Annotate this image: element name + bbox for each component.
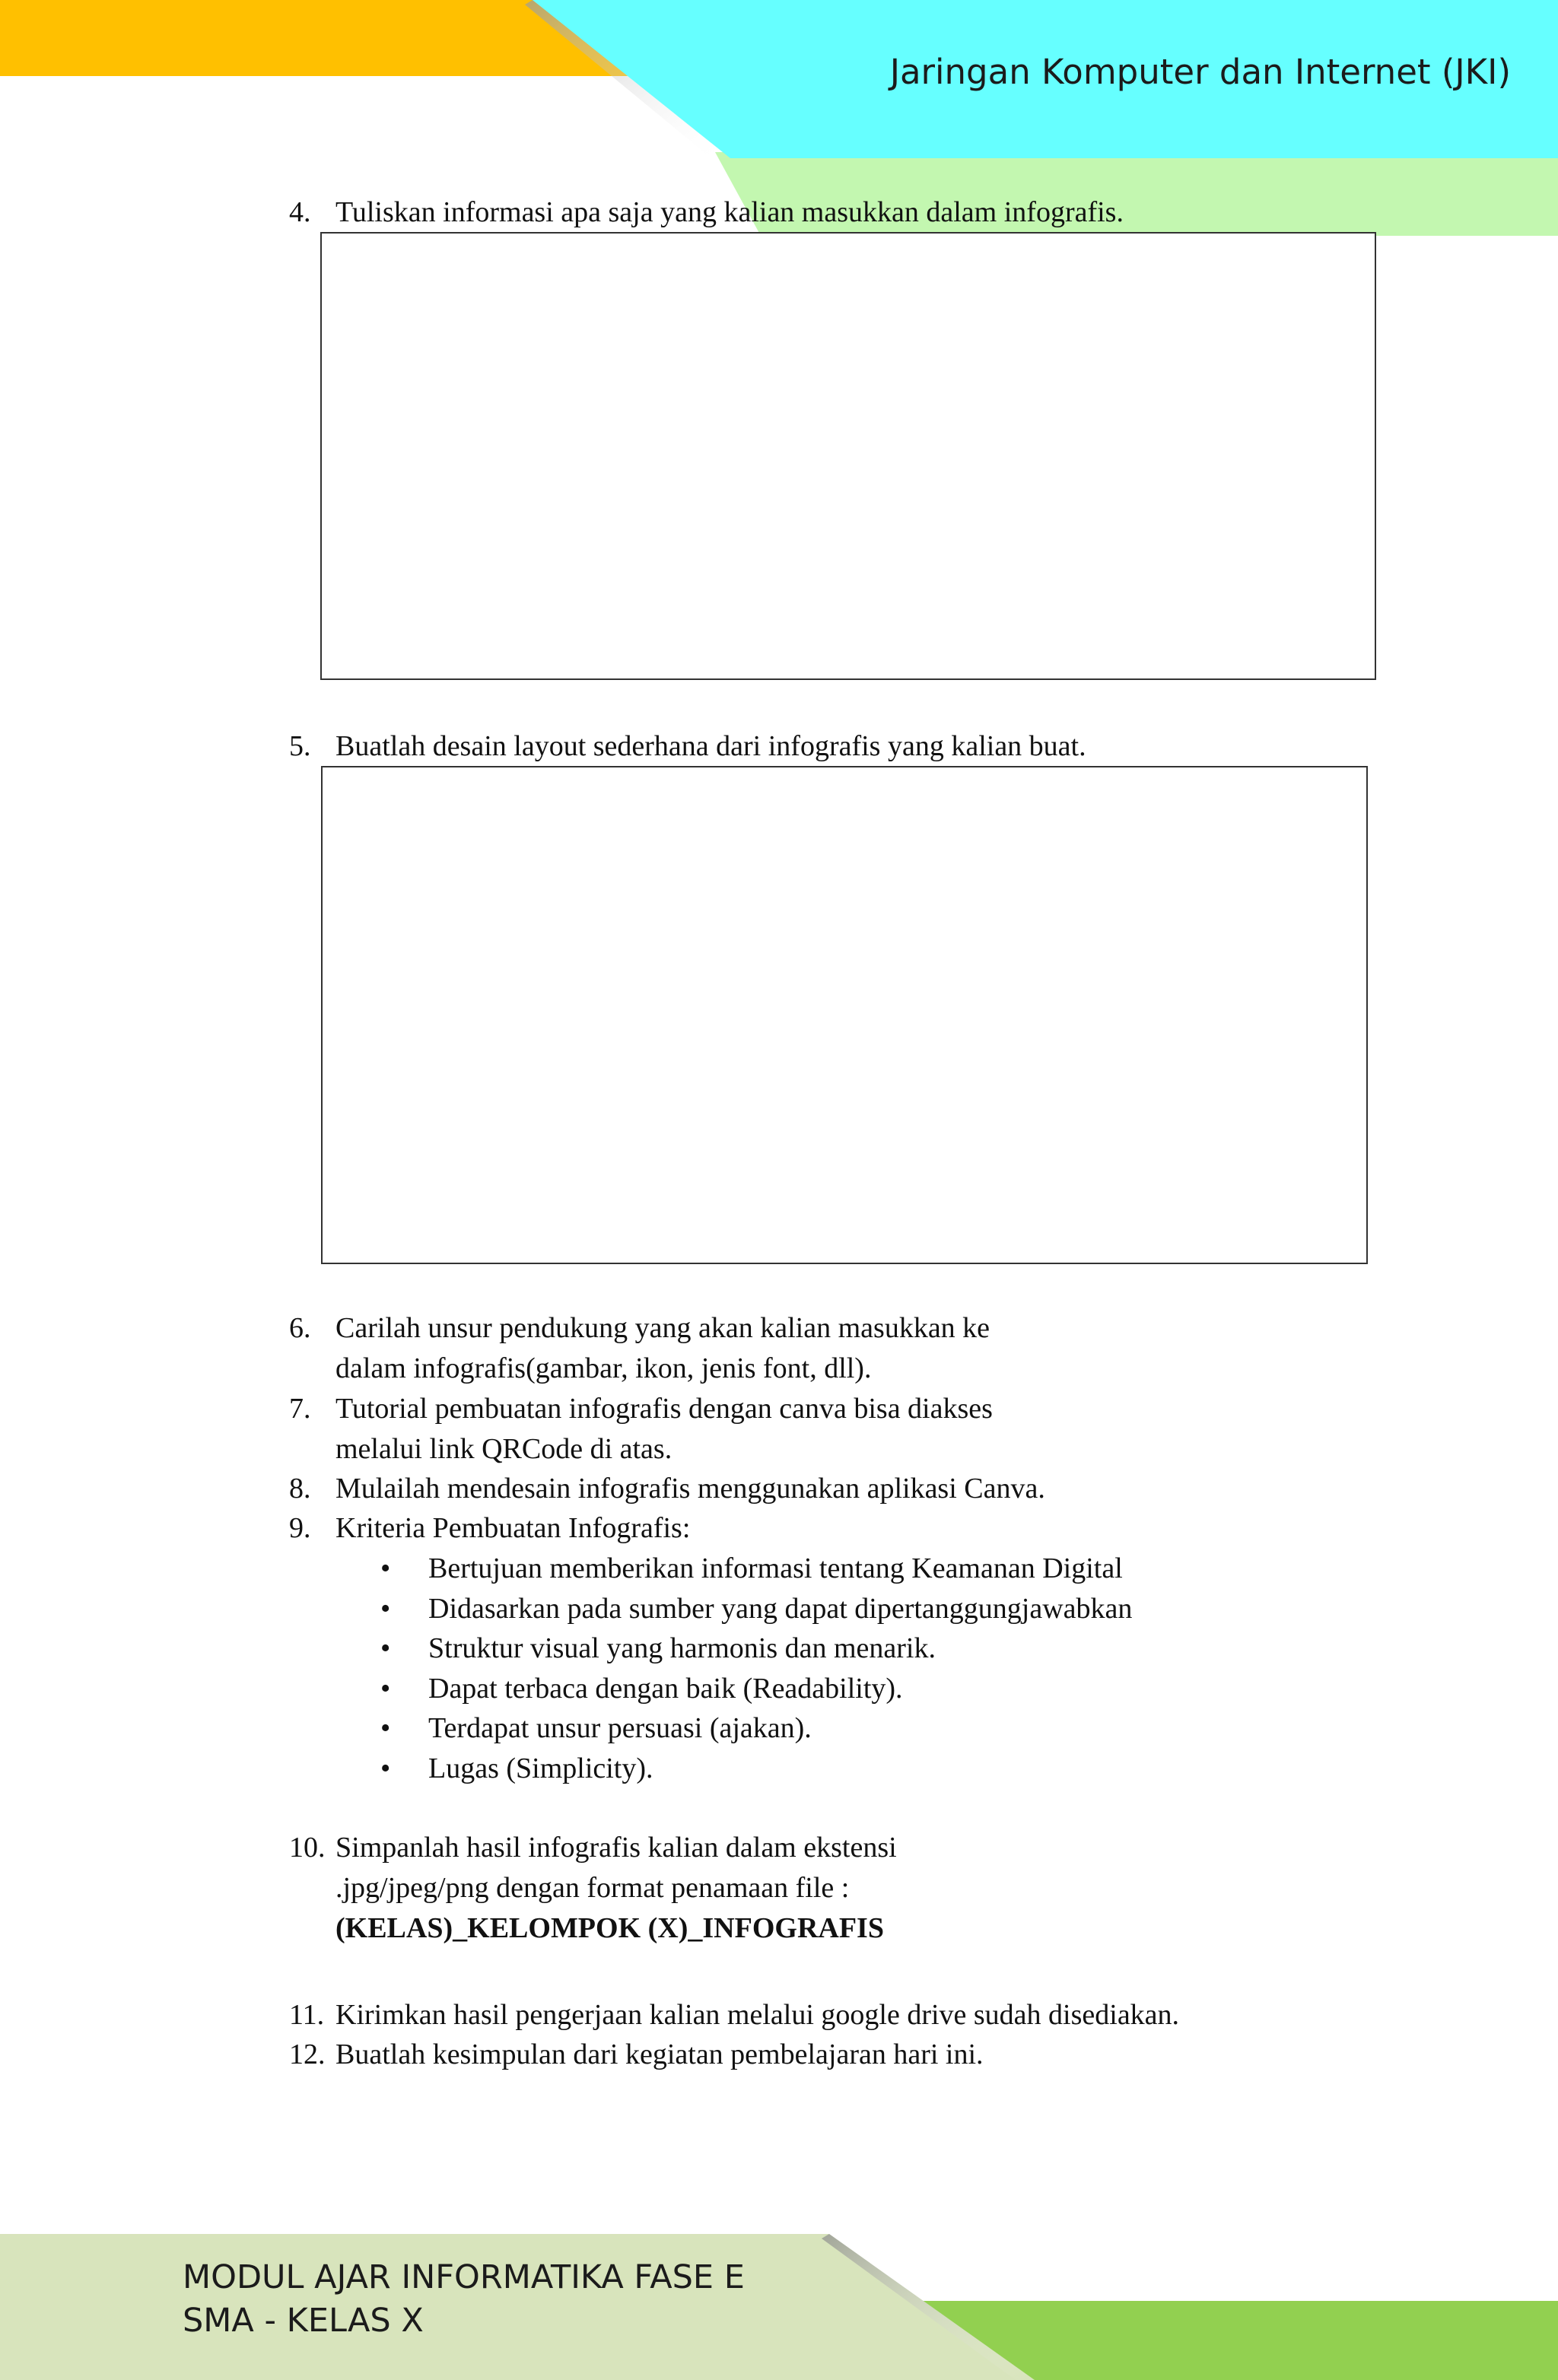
- item-11-text: Kirimkan hasil pengerjaan kalian melalui google drive sudah disediakan.: [335, 1999, 1180, 2031]
- item-8-text: Mulailah mendesain infografis menggunakan aplikasi Canva.: [335, 1473, 1045, 1505]
- layout-sketch-box-5[interactable]: [321, 766, 1368, 1264]
- bullet-icon: •: [380, 1712, 391, 1745]
- item-9-number: 9.: [289, 1512, 311, 1544]
- item-12-number: 12.: [289, 2038, 326, 2070]
- footer-title: [183, 2256, 745, 2343]
- filename-format: (KELAS)_KELOMPOK (X)_INFOGRAFIS: [335, 1912, 884, 1944]
- item-8-number: 8.: [289, 1473, 311, 1505]
- item-6-line-2: dalam infografis(gambar, ikon, jenis font, dll).: [335, 1352, 872, 1384]
- item-11-number: 11.: [289, 1999, 325, 2031]
- item-5-number: 5.: [289, 730, 311, 762]
- footer-line-1: MODUL AJAR INFORMATIKA FASE E: [183, 2258, 745, 2296]
- item-7-number: 7.: [289, 1393, 311, 1425]
- bullet-icon: •: [380, 1592, 391, 1625]
- item-6-number: 6.: [289, 1312, 311, 1344]
- footer-line-2: SMA - KELAS X: [183, 2302, 424, 2340]
- item-6-line-1: Carilah unsur pendukung yang akan kalian masukkan ke: [335, 1312, 990, 1344]
- header-title: Jaringan Komputer dan Internet (JKI): [889, 52, 1511, 92]
- bullet-icon: •: [380, 1672, 391, 1705]
- bullet-icon: •: [380, 1552, 391, 1584]
- item-7-line-2: melalui link QRCode di atas.: [335, 1433, 672, 1465]
- item-10-line-2: .jpg/jpeg/png dengan format penamaan file :: [335, 1872, 850, 1904]
- item-10-line-1: Simpanlah hasil infografis kalian dalam ekstensi: [335, 1832, 897, 1864]
- bullet-icon: •: [380, 1752, 391, 1784]
- answer-box-4[interactable]: [320, 232, 1376, 680]
- item-4-number: 4.: [289, 196, 311, 228]
- item-9-text: Kriteria Pembuatan Infografis:: [335, 1512, 691, 1544]
- item-12-text: Buatlah kesimpulan dari kegiatan pembelajaran hari ini.: [335, 2038, 984, 2070]
- bullet-icon: •: [380, 1632, 391, 1665]
- item-5-text: Buatlah desain layout sederhana dari infografis yang kalian buat.: [335, 730, 1086, 762]
- item-10-number: 10.: [289, 1832, 326, 1864]
- item-7-line-1: Tutorial pembuatan infografis dengan canva bisa diakses: [335, 1393, 993, 1425]
- item-4-text: Tuliskan informasi apa saja yang kalian masukkan dalam infografis.: [335, 196, 1124, 228]
